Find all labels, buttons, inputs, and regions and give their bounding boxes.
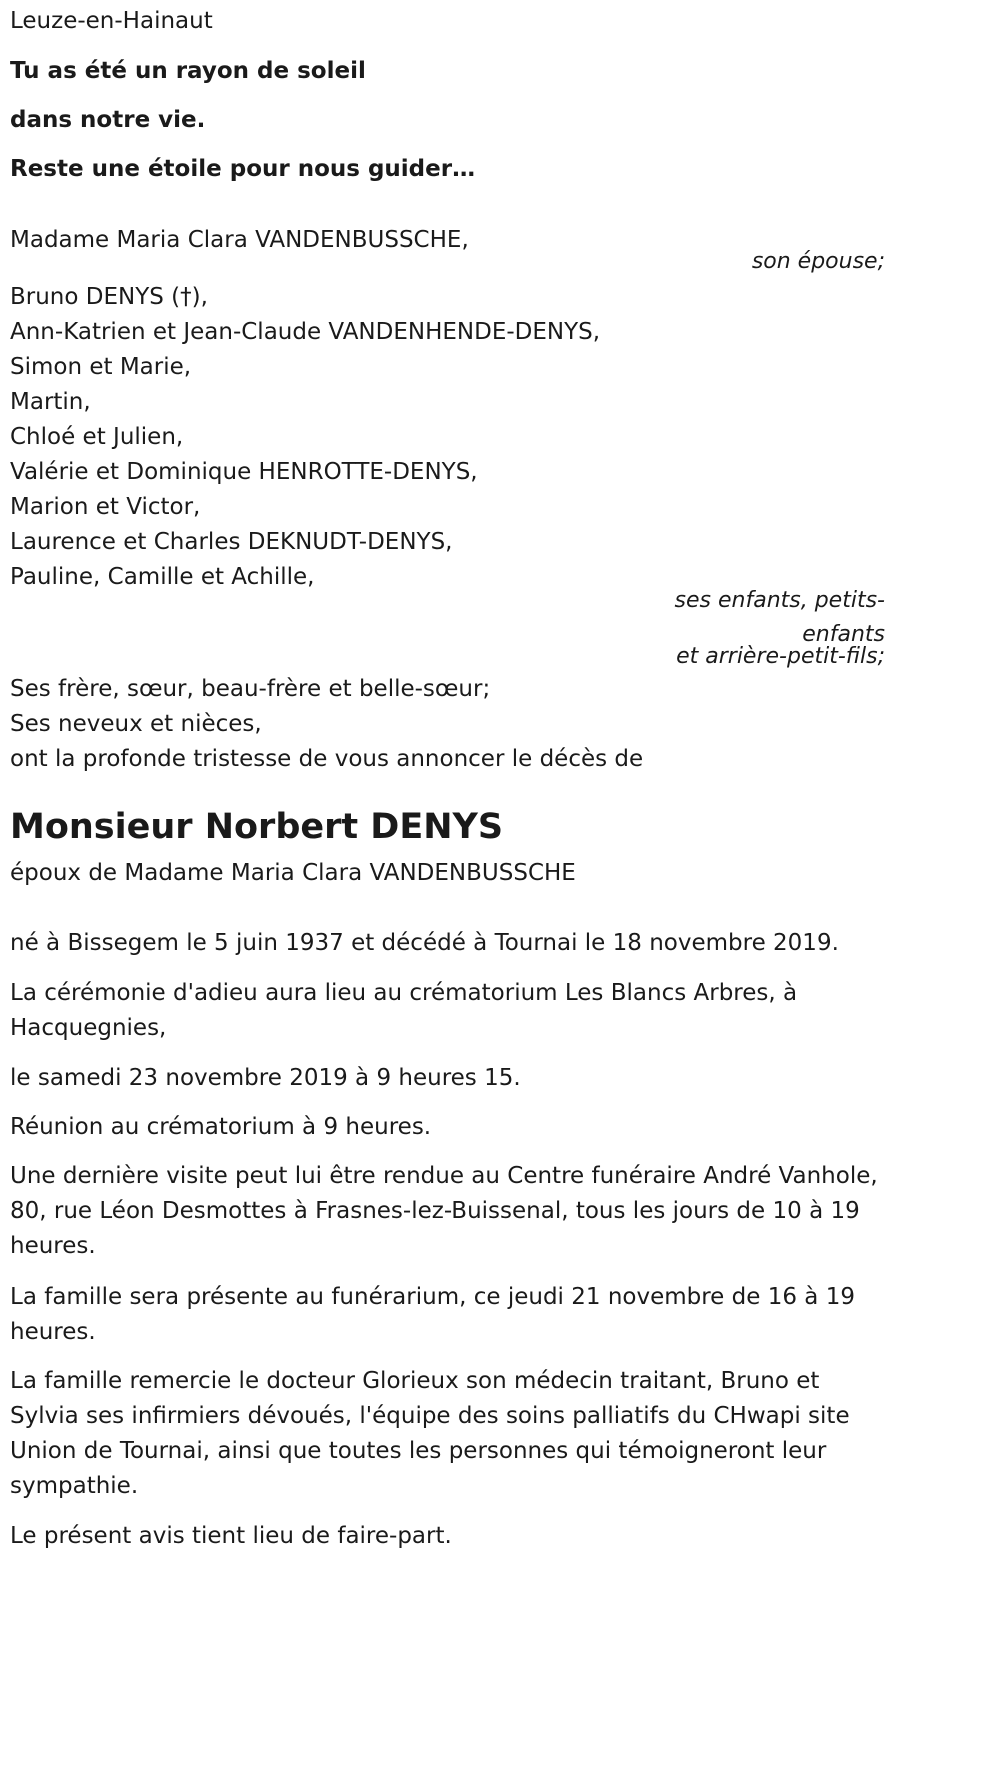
child-line: Laurence et Charles DEKNUDT-DENYS,: [10, 529, 453, 555]
detail-paragraph: Réunion au crématorium à 9 heures.: [10, 1114, 432, 1140]
deceased-name: Monsieur Norbert DENYS: [10, 807, 504, 847]
relatives-line: Ses frère, sœur, beau-frère et belle-sœur;: [10, 676, 491, 702]
detail-paragraph: né à Bissegem le 5 juin 1937 et décédé à Tournai le 18 novembre 2019.: [10, 930, 839, 956]
detail-paragraph: La cérémonie d'adieu aura lieu au crématorium Les Blancs Arbres, à Hacquegnies,: [10, 980, 798, 1041]
child-line: Pauline, Camille et Achille,: [10, 564, 315, 590]
spouse-role: son épouse;: [751, 249, 885, 274]
detail-paragraph: La famille sera présente au funérarium, ce jeudi 21 novembre de 16 à 19 heures.: [10, 1284, 855, 1345]
relatives-line: Ses neveux et nièces,: [10, 711, 262, 737]
deceased-subtitle: époux de Madame Maria Clara VANDENBUSSCHE: [10, 860, 576, 886]
child-line: Martin,: [10, 389, 91, 415]
verse-line-2: dans notre vie.: [10, 107, 206, 133]
children-role-line-1: ses enfants, petits-: [674, 588, 885, 613]
closing-line: Le présent avis tient lieu de faire-part.: [10, 1523, 452, 1549]
child-line: Ann-Katrien et Jean-Claude VANDENHENDE-DENYS,: [10, 319, 601, 345]
announcement-line: ont la profonde tristesse de vous annoncer le décès de: [10, 746, 644, 772]
child-line: Marion et Victor,: [10, 494, 201, 520]
location-heading: Leuze-en-Hainaut: [10, 8, 213, 34]
detail-paragraph: La famille remercie le docteur Glorieux son médecin traitant, Bruno et Sylvia ses infirmiers dévoués, l'équipe des soins palliatifs du CHwapi site Union de Tournai, ainsi que toutes les personnes qui témoigneront leur sympathie.: [10, 1368, 850, 1499]
child-line: Chloé et Julien,: [10, 424, 184, 450]
child-line: Simon et Marie,: [10, 354, 192, 380]
verse-line-3: Reste une étoile pour nous guider…: [10, 156, 476, 182]
detail-paragraph: Une dernière visite peut lui être rendue au Centre funéraire André Vanhole, 80, rue Léon Desmottes à Frasnes-lez-Buissenal, tous les jours de 10 à 19 heures.: [10, 1163, 878, 1259]
child-line: Valérie et Dominique HENROTTE-DENYS,: [10, 459, 478, 485]
children-role-line-3: et arrière-petit-fils;: [676, 644, 885, 669]
spouse-name: Madame Maria Clara VANDENBUSSCHE,: [10, 227, 469, 253]
child-line: Bruno DENYS (†),: [10, 284, 208, 310]
children-role-line-2: enfants: [802, 622, 885, 647]
verse-line-1: Tu as été un rayon de soleil: [10, 58, 366, 84]
detail-paragraph: le samedi 23 novembre 2019 à 9 heures 15.: [10, 1065, 521, 1091]
